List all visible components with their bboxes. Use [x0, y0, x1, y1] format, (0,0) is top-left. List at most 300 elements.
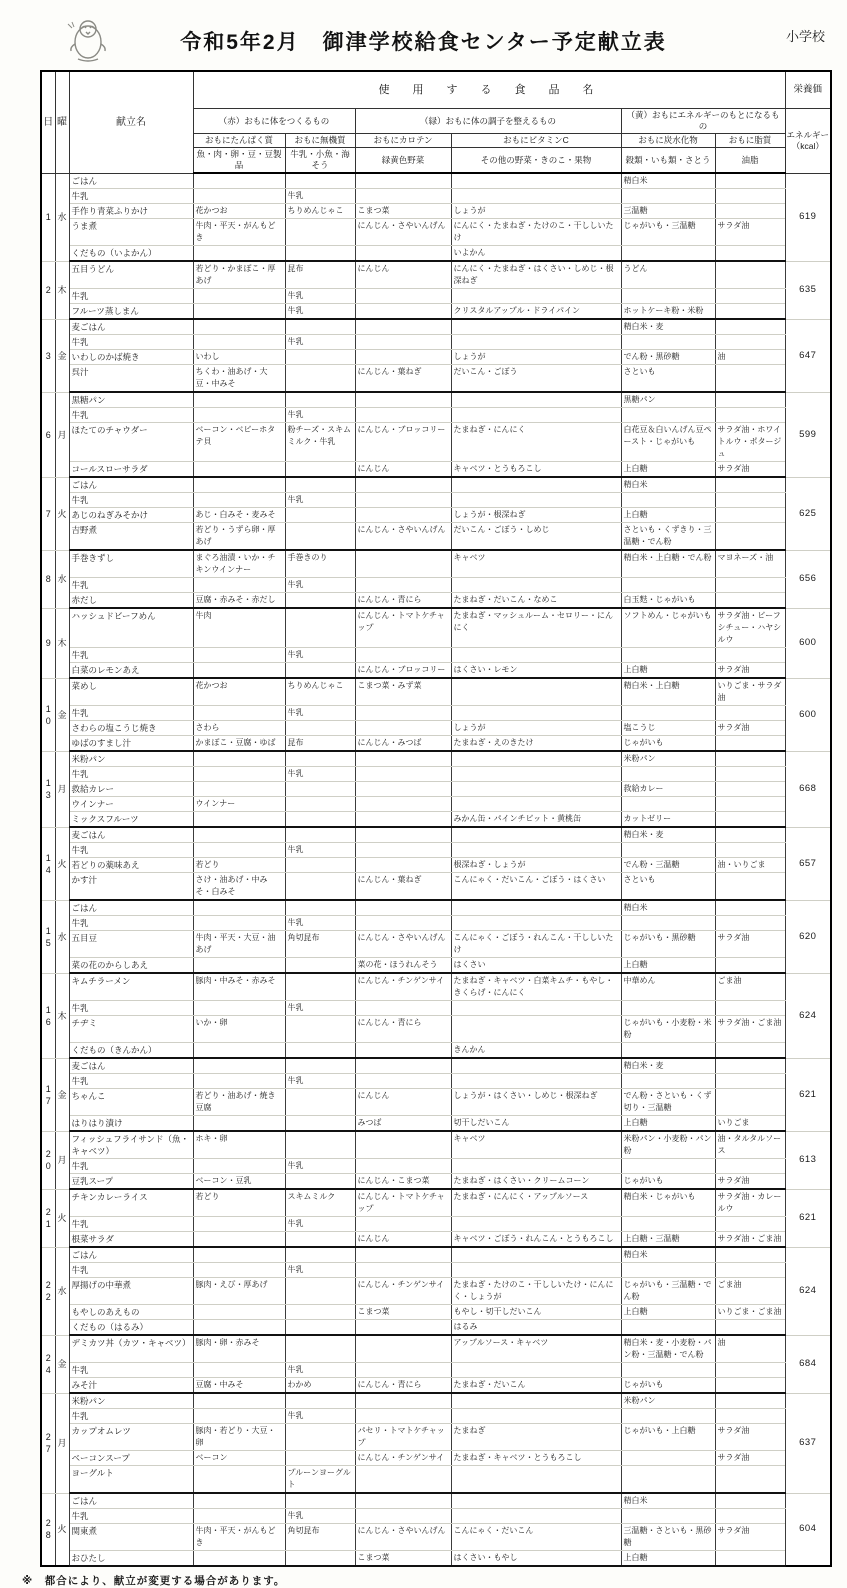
carb-cell	[621, 1074, 715, 1089]
carb-cell: 精白米	[621, 173, 715, 189]
mineral-cell: 牛乳	[285, 1217, 355, 1232]
menu-line-row	[41, 304, 831, 320]
vitamin-cell: だいこん・ごぼう・しめじ	[451, 523, 621, 551]
vitamin-cell: はくさい・レモン	[451, 663, 621, 679]
carb-cell	[621, 706, 715, 721]
protein-cell: 花かつお	[193, 204, 285, 219]
menu-table-body	[41, 173, 831, 1566]
vitamin-cell: たまねぎ・だいこん・なめこ	[451, 593, 621, 609]
energy-value: 604	[785, 1493, 831, 1566]
vitamin-cell: キャベツ	[451, 550, 621, 578]
carb-cell	[621, 1451, 715, 1466]
fat-cell: いりごま・ごま油	[715, 1305, 785, 1320]
menu-line-row	[41, 678, 831, 706]
carb-cell	[621, 335, 715, 350]
protein-cell	[193, 1217, 285, 1232]
carotene-cell	[355, 721, 451, 736]
mineral-cell: スキムミルク	[285, 1189, 355, 1217]
vitamin-cell	[451, 493, 621, 508]
menu-cell: 牛乳	[69, 1263, 193, 1278]
menu-line-row	[41, 973, 831, 1001]
mineral-cell: 牛乳	[285, 1001, 355, 1016]
day-number: 21	[41, 1189, 55, 1247]
carotene-cell	[355, 392, 451, 408]
carb-cell: 救給カレー	[621, 782, 715, 797]
carotene-cell	[355, 493, 451, 508]
mineral-cell	[285, 1335, 355, 1363]
fat-cell: 油	[715, 1335, 785, 1363]
mineral-cell: 牛乳	[285, 706, 355, 721]
vitamin-cell: しょうが	[451, 350, 621, 365]
carotene-cell	[355, 1074, 451, 1089]
mineral-cell: 牛乳	[285, 648, 355, 663]
protein-cell	[193, 392, 285, 408]
menu-line-row	[41, 1247, 831, 1263]
carotene-cell	[355, 858, 451, 873]
mineral-cell: 昆布	[285, 736, 355, 752]
carotene-cell: こまつ菜	[355, 204, 451, 219]
carotene-cell	[355, 1509, 451, 1524]
menu-cell: チキンカレーライス	[69, 1189, 193, 1217]
vitamin-cell	[451, 797, 621, 812]
protein-cell	[193, 767, 285, 782]
menu-cell: 菜の花のからしあえ	[69, 958, 193, 974]
fat-cell	[715, 1159, 785, 1174]
carotene-cell	[355, 797, 451, 812]
protein-cell	[193, 1393, 285, 1409]
header-green-group: （緑）おもに体の調子を整えるもの	[355, 109, 621, 134]
carb-cell	[621, 1466, 715, 1494]
mineral-cell	[285, 827, 355, 843]
protein-cell: 若どり・油あげ・焼き豆腐	[193, 1089, 285, 1116]
menu-cell: ヨーグルト	[69, 1466, 193, 1494]
carb-cell	[621, 408, 715, 423]
carb-cell: カットゼリー	[621, 812, 715, 828]
carotene-cell: にんじん・チンゲンサイ	[355, 1451, 451, 1466]
fat-cell: サラダ油	[715, 721, 785, 736]
carb-cell: 三温糖・さといも・黒砂糖	[621, 1524, 715, 1551]
mineral-cell	[285, 1278, 355, 1305]
menu-line-row	[41, 1551, 831, 1567]
carotene-cell: にんじん・チンゲンサイ	[355, 1278, 451, 1305]
mineral-cell: 牛乳	[285, 916, 355, 931]
vitamin-cell	[451, 751, 621, 767]
header-energy: エネルギー （kcal）	[785, 109, 831, 174]
menu-line-row	[41, 916, 831, 931]
menu-cell: 牛乳	[69, 1409, 193, 1424]
mineral-cell	[285, 1043, 355, 1059]
mineral-cell	[285, 873, 355, 901]
header-day: 日	[41, 71, 55, 173]
carb-cell: さといも	[621, 365, 715, 393]
protein-cell	[193, 1116, 285, 1132]
mineral-cell	[285, 1393, 355, 1409]
carb-cell	[621, 1320, 715, 1336]
menu-line-row	[41, 1217, 831, 1232]
protein-cell: 豚肉・卵・赤みそ	[193, 1335, 285, 1363]
fat-cell	[715, 304, 785, 320]
header-mineral: おもに無機質	[285, 134, 355, 148]
carotene-cell: パセリ・トマトケチャップ	[355, 1424, 451, 1451]
fat-cell	[715, 365, 785, 393]
menu-cell: 若どりの薬味あえ	[69, 858, 193, 873]
menu-line-row	[41, 1466, 831, 1494]
menu-line-row	[41, 797, 831, 812]
carotene-cell: にんじん・葉ねぎ	[355, 873, 451, 901]
vitamin-cell: しょうが	[451, 721, 621, 736]
fat-cell	[715, 1320, 785, 1336]
protein-cell	[193, 916, 285, 931]
menu-line-row	[41, 706, 831, 721]
vitamin-cell	[451, 1509, 621, 1524]
day-number: 15	[41, 900, 55, 973]
mineral-cell: 牛乳	[285, 304, 355, 320]
energy-value: 599	[785, 392, 831, 477]
carotene-cell: こまつ菜	[355, 1551, 451, 1567]
menu-table-header	[41, 71, 831, 173]
header-carotene-sub: 緑黄色野菜	[355, 148, 451, 174]
protein-cell	[193, 1232, 285, 1248]
protein-cell: 豚肉・若どり・大豆・卵	[193, 1424, 285, 1451]
protein-cell: いか・卵	[193, 1016, 285, 1043]
protein-cell	[193, 335, 285, 350]
vitamin-cell	[451, 408, 621, 423]
vitamin-cell	[451, 335, 621, 350]
carotene-cell: にんじん・さやいんげん	[355, 219, 451, 246]
carotene-cell: にんじん・トマトケチャップ	[355, 1189, 451, 1217]
vitamin-cell: はくさい	[451, 958, 621, 974]
menu-line-row	[41, 1393, 831, 1409]
mineral-cell	[285, 1116, 355, 1132]
protein-cell: 豚肉・えび・厚あげ	[193, 1278, 285, 1305]
carotene-cell	[355, 1263, 451, 1278]
menu-line-row	[41, 1174, 831, 1190]
weekday: 月	[55, 1393, 69, 1493]
fat-cell: サラダ油	[715, 1424, 785, 1451]
day-number: 6	[41, 392, 55, 477]
weekday: 木	[55, 261, 69, 319]
carb-cell: 精白米	[621, 900, 715, 916]
energy-value: 647	[785, 319, 831, 392]
carotene-cell	[355, 350, 451, 365]
carb-cell	[621, 1001, 715, 1016]
mineral-cell	[285, 608, 355, 648]
fat-cell	[715, 408, 785, 423]
carotene-cell	[355, 246, 451, 262]
carb-cell	[621, 1409, 715, 1424]
menu-cell: もやしのあえもの	[69, 1305, 193, 1320]
protein-cell: さけ・油あげ・中みそ・白みそ	[193, 873, 285, 901]
menu-line-row	[41, 477, 831, 493]
energy-value: 600	[785, 678, 831, 751]
menu-line-row	[41, 1524, 831, 1551]
menu-line-row	[41, 900, 831, 916]
mineral-cell	[285, 593, 355, 609]
header-food-group-title: 使 用 す る 食 品 名	[193, 71, 785, 109]
menu-line-row	[41, 1424, 831, 1451]
fat-cell	[715, 578, 785, 593]
carotene-cell	[355, 1043, 451, 1059]
carb-cell: 上白糖	[621, 462, 715, 478]
carotene-cell	[355, 827, 451, 843]
carb-cell: でん粉・さといも・くず切り・三温糖	[621, 1089, 715, 1116]
mineral-cell: 昆布	[285, 261, 355, 289]
mineral-cell: 牛乳	[285, 843, 355, 858]
vitamin-cell	[451, 843, 621, 858]
weekday: 月	[55, 1131, 69, 1189]
vitamin-cell: はるみ	[451, 1320, 621, 1336]
fat-cell: サラダ油・カレールウ	[715, 1189, 785, 1217]
menu-cell: 牛乳	[69, 843, 193, 858]
carb-cell: じゃがいも・黒砂糖	[621, 931, 715, 958]
menu-cell: フルーツ蒸しまん	[69, 304, 193, 320]
vitamin-cell: だいこん・ごぼう	[451, 365, 621, 393]
carotene-cell	[355, 751, 451, 767]
header-vitamin: おもにビタミンC	[451, 134, 621, 148]
carotene-cell	[355, 900, 451, 916]
carotene-cell	[355, 1320, 451, 1336]
fat-cell: サラダ油・ごま油	[715, 1016, 785, 1043]
menu-line-row	[41, 736, 831, 752]
menu-cell: 牛乳	[69, 335, 193, 350]
header-red-group: （赤）おもに体をつくるもの	[193, 109, 355, 134]
vitamin-cell	[451, 1001, 621, 1016]
weekday: 火	[55, 477, 69, 550]
menu-cell: 牛乳	[69, 1509, 193, 1524]
menu-cell: キムチラーメン	[69, 973, 193, 1001]
vitamin-cell: たまねぎ・キャベツ・とうもろこし	[451, 1451, 621, 1466]
menu-table-container	[40, 70, 837, 1567]
menu-line-row	[41, 173, 831, 189]
weekday: 火	[55, 1493, 69, 1566]
day-number: 24	[41, 1335, 55, 1393]
protein-cell: ウインナー	[193, 797, 285, 812]
vitamin-cell: たまねぎ・キャベツ・白菜キムチ・もやし・きくらげ・にんにく	[451, 973, 621, 1001]
vitamin-cell: たまねぎ	[451, 1424, 621, 1451]
fat-cell	[715, 1001, 785, 1016]
fat-cell	[715, 392, 785, 408]
mineral-cell: 角切昆布	[285, 1524, 355, 1551]
menu-cell: カップオムレツ	[69, 1424, 193, 1451]
day-number: 20	[41, 1131, 55, 1189]
protein-cell: あじ・白みそ・麦みそ	[193, 508, 285, 523]
fat-cell	[715, 319, 785, 335]
carb-cell: じゃがいも・上白糖	[621, 1424, 715, 1451]
vitamin-cell	[451, 289, 621, 304]
vitamin-cell: たまねぎ・はくさい・クリームコーン	[451, 1174, 621, 1190]
header-fat-sub: 油脂	[715, 148, 785, 174]
menu-cell: 牛乳	[69, 767, 193, 782]
menu-line-row	[41, 751, 831, 767]
menu-cell: フィッシュフライサンド（魚・キャベツ）	[69, 1131, 193, 1159]
carb-cell	[621, 1217, 715, 1232]
day-number: 8	[41, 550, 55, 608]
weekday: 金	[55, 678, 69, 751]
fat-cell	[715, 797, 785, 812]
vitamin-cell: こんにゃく・だいこん・ごぼう・はくさい	[451, 873, 621, 901]
menu-cell: 白菜のレモンあえ	[69, 663, 193, 679]
protein-cell: 豆腐・赤みそ・赤だし	[193, 593, 285, 609]
menu-cell: 牛乳	[69, 1159, 193, 1174]
menu-cell: 牛乳	[69, 493, 193, 508]
carb-cell: 上白糖	[621, 1551, 715, 1567]
carb-cell: 米粉パン	[621, 751, 715, 767]
carb-cell	[621, 493, 715, 508]
carb-cell: 塩こうじ	[621, 721, 715, 736]
header-yellow-group: （黄）おもにエネルギーのもとになるもの	[621, 109, 785, 134]
day-number: 1	[41, 173, 55, 261]
carb-cell	[621, 648, 715, 663]
day-number: 13	[41, 751, 55, 827]
carotene-cell	[355, 843, 451, 858]
protein-cell: 豆腐・中みそ	[193, 1378, 285, 1394]
mineral-cell: 角切昆布	[285, 931, 355, 958]
vitamin-cell	[451, 1393, 621, 1409]
menu-cell: さわらの塩こうじ焼き	[69, 721, 193, 736]
carotene-cell	[355, 1001, 451, 1016]
protein-cell	[193, 843, 285, 858]
vitamin-cell	[451, 1409, 621, 1424]
carb-cell: じゃがいも	[621, 1174, 715, 1190]
menu-line-row	[41, 365, 831, 393]
carotene-cell: にんじん・青にら	[355, 1378, 451, 1394]
menu-cell: くだもの（はるみ）	[69, 1320, 193, 1336]
fat-cell: いりごま	[715, 1116, 785, 1132]
mineral-cell: わかめ	[285, 1378, 355, 1394]
protein-cell	[193, 1159, 285, 1174]
fat-cell	[715, 1074, 785, 1089]
header-nutrition: 栄養価	[785, 71, 831, 109]
carotene-cell: にんじん・ブロッコリー	[355, 423, 451, 462]
energy-value: 619	[785, 173, 831, 261]
menu-cell: 麦ごはん	[69, 827, 193, 843]
vitamin-cell: しょうが	[451, 204, 621, 219]
vitamin-cell	[451, 678, 621, 706]
menu-cell: 麦ごはん	[69, 319, 193, 335]
menu-cell: ウインナー	[69, 797, 193, 812]
menu-line-row	[41, 261, 831, 289]
vitamin-cell	[451, 767, 621, 782]
mineral-cell	[285, 663, 355, 679]
carotene-cell	[355, 1363, 451, 1378]
energy-value: 656	[785, 550, 831, 608]
carb-cell: 中華めん	[621, 973, 715, 1001]
vitamin-cell	[451, 578, 621, 593]
menu-line-row	[41, 593, 831, 609]
menu-line-row	[41, 1131, 831, 1159]
carotene-cell: にんじん	[355, 462, 451, 478]
fat-cell	[715, 1089, 785, 1116]
menu-line-row	[41, 1116, 831, 1132]
vitamin-cell	[451, 706, 621, 721]
carb-cell: じゃがいも	[621, 1378, 715, 1394]
header-vitamin-sub: その他の野菜・きのこ・果物	[451, 148, 621, 174]
vitamin-cell: たまねぎ・にんにく・アップルソース	[451, 1189, 621, 1217]
mineral-cell: 手巻きのり	[285, 550, 355, 578]
day-number: 10	[41, 678, 55, 751]
menu-cell: ミックスフルーツ	[69, 812, 193, 828]
protein-cell	[193, 663, 285, 679]
fat-cell: サラダ油	[715, 219, 785, 246]
protein-cell	[193, 1001, 285, 1016]
menu-cell: 呉汁	[69, 365, 193, 393]
menu-cell: くだもの（きんかん）	[69, 1043, 193, 1059]
menu-cell: 五目うどん	[69, 261, 193, 289]
menu-cell: 豆乳スープ	[69, 1174, 193, 1190]
vitamin-cell	[451, 648, 621, 663]
menu-cell: 牛乳	[69, 648, 193, 663]
carotene-cell	[355, 648, 451, 663]
carotene-cell: にんじん・チンゲンサイ	[355, 973, 451, 1001]
menu-line-row	[41, 392, 831, 408]
fat-cell: ごま油	[715, 973, 785, 1001]
protein-cell	[193, 1551, 285, 1567]
fat-cell: 油・タルタルソース	[715, 1131, 785, 1159]
day-number: 17	[41, 1058, 55, 1131]
menu-line-row	[41, 1001, 831, 1016]
protein-cell	[193, 173, 285, 189]
vitamin-cell	[451, 1217, 621, 1232]
fat-cell	[715, 1217, 785, 1232]
vitamin-cell: いよかん	[451, 246, 621, 262]
protein-cell	[193, 304, 285, 320]
carotene-cell: にんじん・さやいんげん	[355, 523, 451, 551]
menu-line-row	[41, 958, 831, 974]
menu-cell: かす汁	[69, 873, 193, 901]
protein-cell: 若どり	[193, 858, 285, 873]
day-number: 27	[41, 1393, 55, 1493]
energy-value: 625	[785, 477, 831, 550]
fat-cell	[715, 1263, 785, 1278]
header-protein-sub: 魚・肉・卵・豆・豆製品	[193, 148, 285, 174]
protein-cell	[193, 1493, 285, 1509]
carb-cell: でん粉・三温糖	[621, 858, 715, 873]
energy-value: 621	[785, 1189, 831, 1247]
mineral-cell: 牛乳	[285, 408, 355, 423]
protein-cell	[193, 812, 285, 828]
carb-cell	[621, 843, 715, 858]
vitamin-cell: キャベツ・とうもろこし	[451, 462, 621, 478]
fat-cell	[715, 782, 785, 797]
protein-cell: 牛肉・平天・がんもどき	[193, 219, 285, 246]
mineral-cell: 牛乳	[285, 1263, 355, 1278]
fat-cell	[715, 593, 785, 609]
weekday: 水	[55, 173, 69, 261]
carotene-cell	[355, 812, 451, 828]
menu-cell: はりはり漬け	[69, 1116, 193, 1132]
carotene-cell	[355, 782, 451, 797]
protein-cell	[193, 958, 285, 974]
protein-cell	[193, 493, 285, 508]
carb-cell: 精白米・麦・小麦粉・パン粉・三温糖・でん粉	[621, 1335, 715, 1363]
fat-cell	[715, 648, 785, 663]
menu-line-row	[41, 873, 831, 901]
protein-cell	[193, 1305, 285, 1320]
protein-cell: 若どり・かまぼこ・厚あげ	[193, 261, 285, 289]
fat-cell: マヨネーズ・油	[715, 550, 785, 578]
menu-cell: ベーコンスープ	[69, 1451, 193, 1466]
carotene-cell	[355, 1393, 451, 1409]
fat-cell: 油	[715, 350, 785, 365]
protein-cell	[193, 578, 285, 593]
fat-cell: サラダ油	[715, 663, 785, 679]
mineral-cell	[285, 858, 355, 873]
menu-line-row	[41, 648, 831, 663]
carb-cell	[621, 189, 715, 204]
vitamin-cell: たまねぎ・マッシュルーム・セロリー・にんにく	[451, 608, 621, 648]
carb-cell: じゃがいも・三温糖・でん粉	[621, 1278, 715, 1305]
fat-cell	[715, 261, 785, 289]
